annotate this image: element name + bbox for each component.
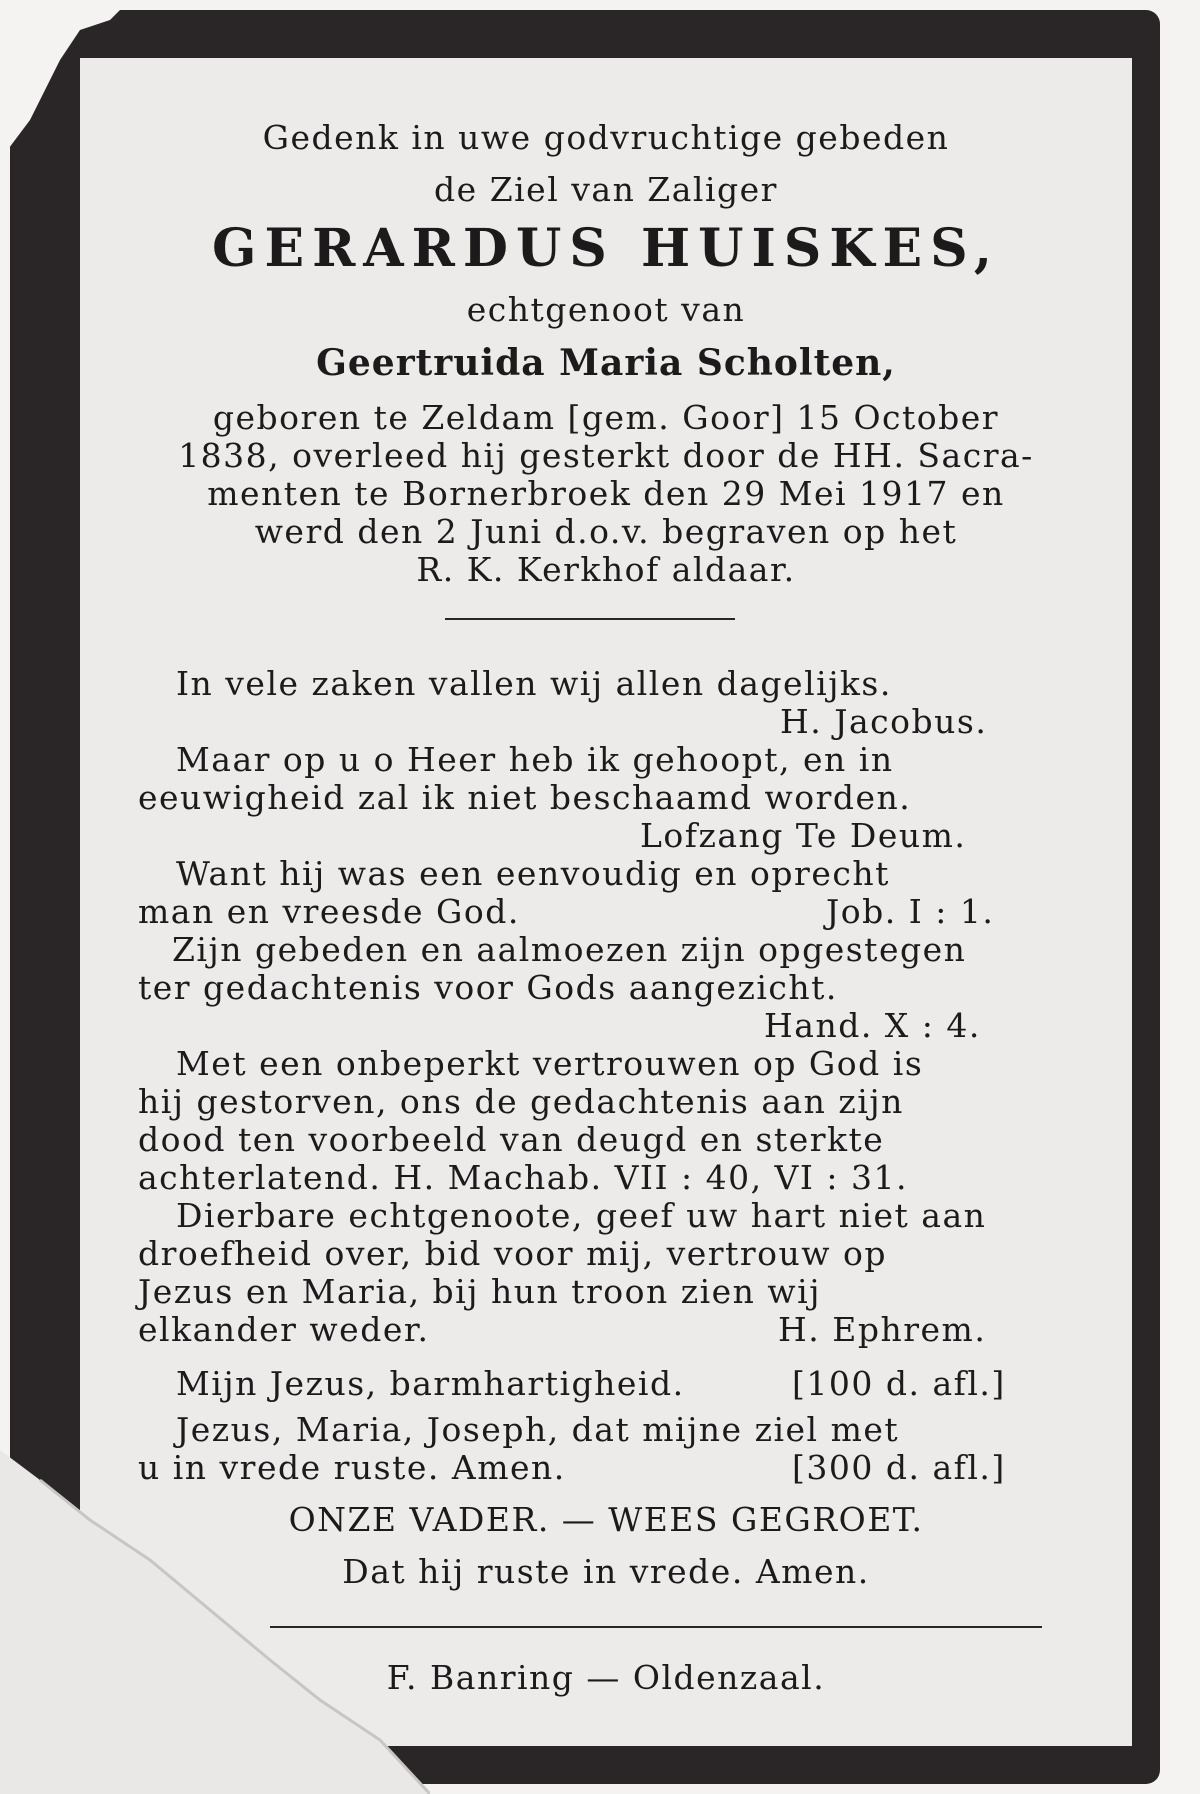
quote-line: Dierbare echtgenoote, geef uw hart niet aan <box>176 1196 987 1235</box>
indulgence-prayer: Jezus, Maria, Joseph, dat mijne ziel met <box>176 1410 900 1449</box>
quote-line: elkander weder. <box>138 1310 430 1349</box>
quote-line: achterlatend. H. Machab. VII : 40, VI : 31. <box>138 1158 909 1197</box>
bio-line: werd den 2 Juni d.o.v. begraven op het <box>254 512 958 551</box>
quote-line: Met een onbeperkt vertrouwen op God is <box>176 1044 924 1083</box>
spouse-name: Geertruida Maria Scholten, <box>316 342 896 384</box>
header-line-3: echtgenoot van <box>466 290 746 329</box>
quote-source: H. Jacobus. <box>780 702 988 741</box>
header-line-1: Gedenk in uwe godvruchtige gebeden <box>262 118 950 157</box>
quote-line: eeuwigheid zal ik niet beschaamd worden. <box>138 778 912 817</box>
indulgence-days: [300 d. afl.] <box>792 1448 1006 1487</box>
quote-line: ter gedachtenis voor Gods aangezicht. <box>138 968 838 1007</box>
quote-line: In vele zaken vallen wij allen dagelijks. <box>176 664 892 703</box>
quote-line: Maar op u o Heer heb ik gehoopt, en in <box>176 740 894 779</box>
quote-line: Want hij was een eenvoudig en oprecht <box>176 854 890 893</box>
quote-line: droefheid over, bid voor mij, vertrouw op <box>138 1234 887 1273</box>
indulgence-days: [100 d. afl.] <box>792 1364 1006 1403</box>
quote-line: dood ten voorbeeld van deugd en sterkte <box>138 1120 885 1159</box>
torn-corner-bottom-left <box>0 1450 430 1794</box>
header-line-2: de Ziel van Zaliger <box>434 170 778 209</box>
quote-source: Hand. X : 4. <box>764 1006 981 1045</box>
closing-prayers: ONZE VADER. — WEES GEGROET. <box>288 1500 924 1539</box>
quote-line: hij gestorven, ons de gedachtenis aan zijn <box>138 1082 904 1121</box>
quote-source: H. Ephrem. <box>778 1310 987 1349</box>
bio-line: geboren te Zeldam [gem. Goor] 15 October <box>212 398 1000 437</box>
divider-rule <box>445 618 735 620</box>
quote-line: Zijn gebeden en aalmoezen zijn opgestegen <box>172 930 967 969</box>
quote-line: Jezus en Maria, bij hun troon zien wij <box>138 1272 821 1311</box>
closing-rest: Dat hij ruste in vrede. Amen. <box>342 1552 870 1591</box>
quote-line: man en vreesde God. <box>138 892 520 931</box>
indulgence-prayer: Mijn Jezus, barmhartigheid. <box>176 1364 685 1403</box>
bio-line: 1838, overleed hij gesterkt door de HH. Sacra- <box>178 436 1034 475</box>
bio-line: R. K. Kerkhof aldaar. <box>416 550 796 589</box>
printer-imprint: F. Banring — Oldenzaal. <box>386 1658 826 1697</box>
quote-source: Job. I : 1. <box>826 892 995 931</box>
indulgence-prayer: u in vrede ruste. Amen. <box>138 1448 566 1487</box>
quote-source: Lofzang Te Deum. <box>640 816 967 855</box>
deceased-name: GERARDUS HUISKES, <box>212 218 1000 279</box>
bio-line: menten te Bornerbroek den 29 Mei 1917 en <box>207 474 1005 513</box>
